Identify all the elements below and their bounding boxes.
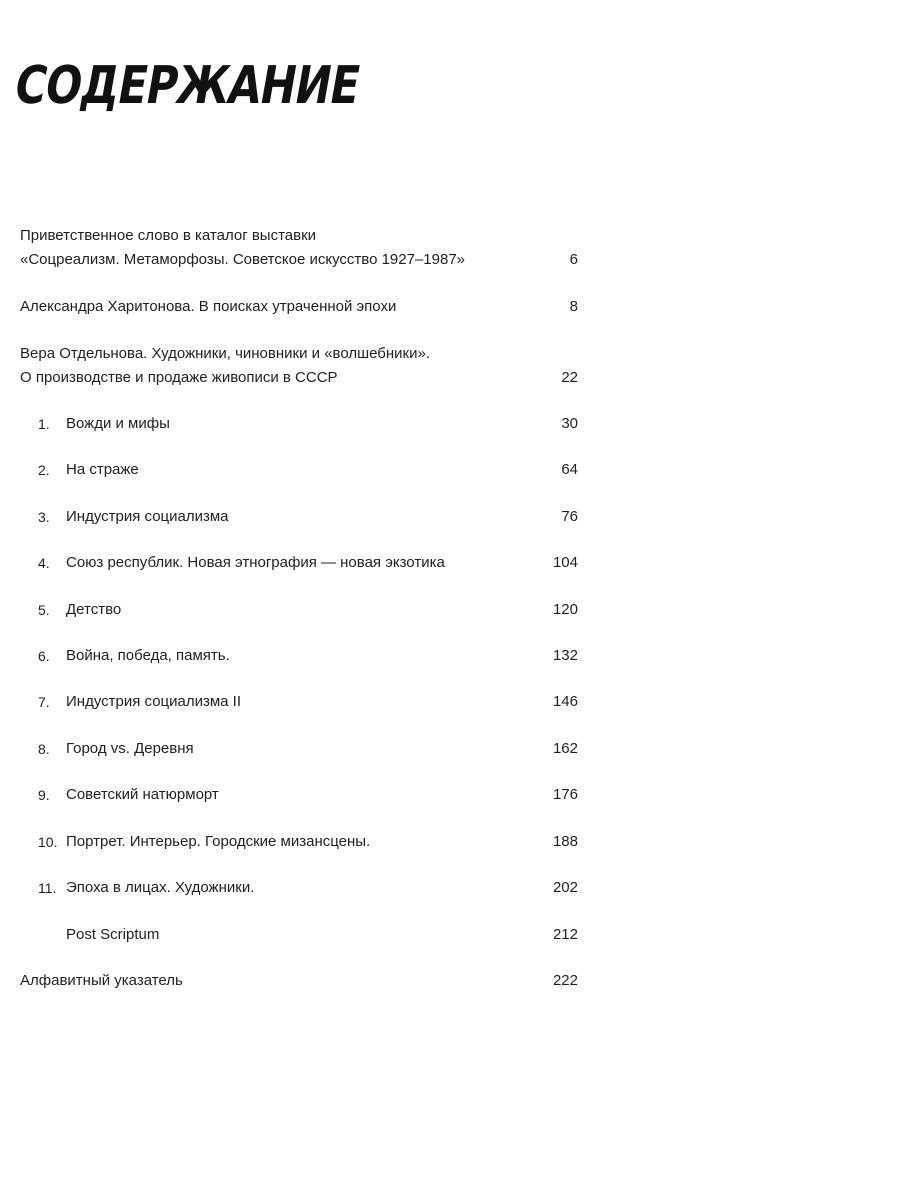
toc-page-number: 162 [552, 740, 578, 757]
toc-page-number: 8 [569, 298, 578, 315]
toc-page-number: 64 [561, 461, 578, 478]
toc-chapter-entry[interactable] [20, 458, 580, 482]
toc-page-number: 176 [552, 786, 578, 803]
chapter-number: 8. [38, 741, 50, 757]
toc-chapter-entry[interactable] [20, 412, 580, 436]
toc-entry-title-line: О производстве и продаже живописи в СССР [20, 369, 338, 386]
toc-entry-title-line: «Соцреализм. Метаморфозы. Советское искусство 1927–1987» [20, 251, 465, 268]
chapter-title: Война, победа, память. [66, 647, 230, 664]
chapter-number: 10. [38, 834, 58, 850]
toc-chapter-entry[interactable] [20, 876, 580, 900]
toc-page-number: 22 [561, 369, 578, 386]
toc-chapter-entry[interactable] [20, 737, 580, 761]
toc-chapter-entry[interactable] [20, 783, 580, 807]
chapter-title: Post Scriptum [66, 926, 160, 943]
chapter-number: 9. [38, 787, 50, 803]
chapter-title: Город vs. Деревня [66, 740, 194, 757]
chapter-title: Советский натюрморт [66, 786, 219, 803]
page-title: СОДЕРЖАНИЕ [10, 56, 365, 116]
toc-chapter-entry[interactable] [20, 505, 580, 529]
toc-page-number: 202 [552, 879, 578, 896]
chapter-number: 4. [38, 555, 50, 571]
toc-page-number: 132 [552, 647, 578, 664]
toc-chapter-entry[interactable] [20, 690, 580, 714]
table-of-contents [20, 0, 580, 1200]
chapter-number: 7. [38, 694, 50, 710]
chapter-title: Индустрия социализма [66, 508, 229, 525]
toc-page-number: 30 [561, 415, 578, 432]
toc-entry-title-line: Приветственное слово в каталог выставки [20, 227, 317, 244]
chapter-title: Портрет. Интерьер. Городские мизансцены. [66, 833, 371, 850]
toc-page-number: 188 [552, 833, 578, 850]
chapter-number: 6. [38, 648, 50, 664]
chapter-title: Детство [66, 601, 122, 618]
toc-entry-welcome-address[interactable] [20, 224, 580, 272]
toc-chapter-entry[interactable] [20, 830, 580, 854]
toc-page-number: 212 [552, 926, 578, 943]
toc-page-number: 120 [552, 601, 578, 618]
toc-page-number: 146 [552, 693, 578, 710]
chapter-title: Индустрия социализма II [66, 693, 242, 710]
toc-chapter-entry[interactable] [20, 551, 580, 575]
toc-chapter-entry[interactable] [20, 644, 580, 668]
toc-page-number: 6 [569, 251, 578, 268]
chapter-number: 5. [38, 602, 50, 618]
toc-entry-post-scriptum[interactable] [20, 923, 580, 947]
chapter-number: 2. [38, 462, 50, 478]
toc-entry-title-line: Александра Харитонова. В поисках утраченной эпохи [20, 298, 397, 315]
toc-entry-kharitonova-essay[interactable] [20, 295, 580, 319]
chapter-title: Вожди и мифы [66, 415, 170, 432]
chapter-number: 3. [38, 509, 50, 525]
chapter-title: На страже [66, 461, 139, 478]
toc-page-number: 76 [561, 508, 578, 525]
toc-entry-alphabetical-index[interactable] [20, 969, 580, 993]
chapter-title: Союз республик. Новая этнография — новая экзотика [66, 554, 445, 571]
chapter-number: 1. [38, 416, 50, 432]
chapter-title: Эпоха в лицах. Художники. [66, 879, 255, 896]
toc-entry-title-line: Алфавитный указатель [20, 972, 183, 989]
toc-entry-otdelnova-essay[interactable] [20, 342, 580, 390]
toc-page-number: 222 [552, 972, 578, 989]
toc-chapter-entry[interactable] [20, 598, 580, 622]
toc-page-number: 104 [552, 554, 578, 571]
chapter-number: 11. [38, 880, 57, 896]
toc-entry-title-line: Вера Отдельнова. Художники, чиновники и «волшебники». [20, 345, 431, 362]
